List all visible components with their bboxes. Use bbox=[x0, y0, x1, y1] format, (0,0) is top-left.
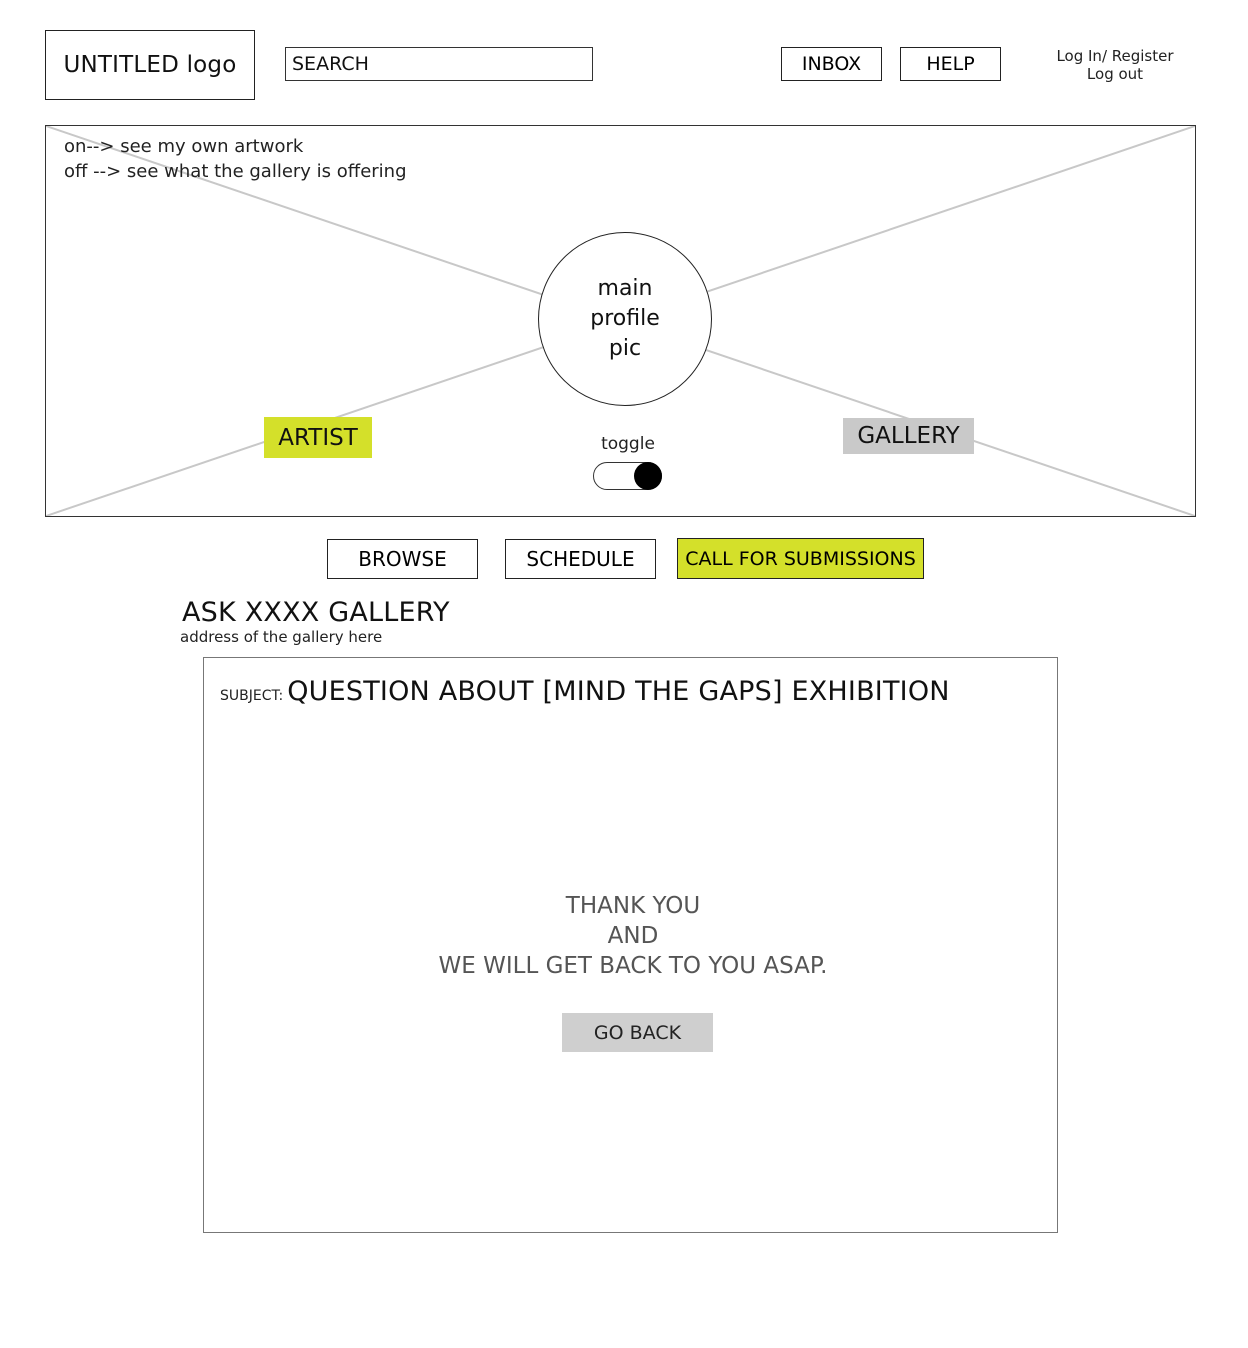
logo[interactable]: UNTITLED logo bbox=[45, 30, 255, 100]
toggle-off-description: off --> see what the gallery is offering bbox=[64, 161, 407, 182]
gallery-mode-button[interactable]: GALLERY bbox=[843, 418, 974, 454]
gallery-address: address of the gallery here bbox=[180, 628, 383, 646]
logout-link[interactable]: Log out bbox=[1086, 65, 1144, 83]
thank-you-line: WE WILL GET BACK TO YOU ASAP. bbox=[438, 953, 828, 979]
profile-picture[interactable] bbox=[538, 232, 712, 406]
call-for-submissions-button[interactable]: CALL FOR SUBMISSIONS bbox=[677, 538, 924, 579]
help-button[interactable]: HELP bbox=[900, 47, 1001, 81]
inbox-button[interactable]: INBOX bbox=[781, 47, 882, 81]
toggle-on-description: on--> see my own artwork bbox=[64, 136, 304, 157]
schedule-button[interactable]: SCHEDULE bbox=[505, 539, 656, 579]
thank-you-line: AND bbox=[607, 923, 659, 949]
thank-you-line: THANK YOU bbox=[565, 893, 701, 919]
login-register-link[interactable]: Log In/ Register bbox=[1056, 47, 1174, 65]
thank-you-message bbox=[403, 891, 863, 981]
browse-button[interactable]: BROWSE bbox=[327, 539, 478, 579]
toggle-knob bbox=[634, 462, 662, 490]
profile-pic-label-line: main bbox=[597, 276, 653, 301]
profile-pic-label-line: profile bbox=[590, 306, 660, 331]
search-input[interactable] bbox=[285, 47, 593, 81]
artist-gallery-toggle[interactable] bbox=[593, 462, 662, 490]
toggle-label: toggle bbox=[601, 434, 655, 454]
go-back-button[interactable]: GO BACK bbox=[562, 1013, 713, 1052]
page-title: ASK XXXX GALLERY bbox=[182, 597, 450, 628]
subject-value: QUESTION ABOUT [MIND THE GAPS] EXHIBITION bbox=[287, 676, 950, 707]
message-subject bbox=[220, 676, 950, 707]
account-links bbox=[1040, 47, 1190, 83]
artist-mode-button[interactable]: ARTIST bbox=[264, 417, 372, 458]
subject-label: SUBJECT: bbox=[220, 688, 284, 704]
toggle-description bbox=[64, 134, 407, 184]
profile-pic-label-line: pic bbox=[608, 336, 642, 361]
